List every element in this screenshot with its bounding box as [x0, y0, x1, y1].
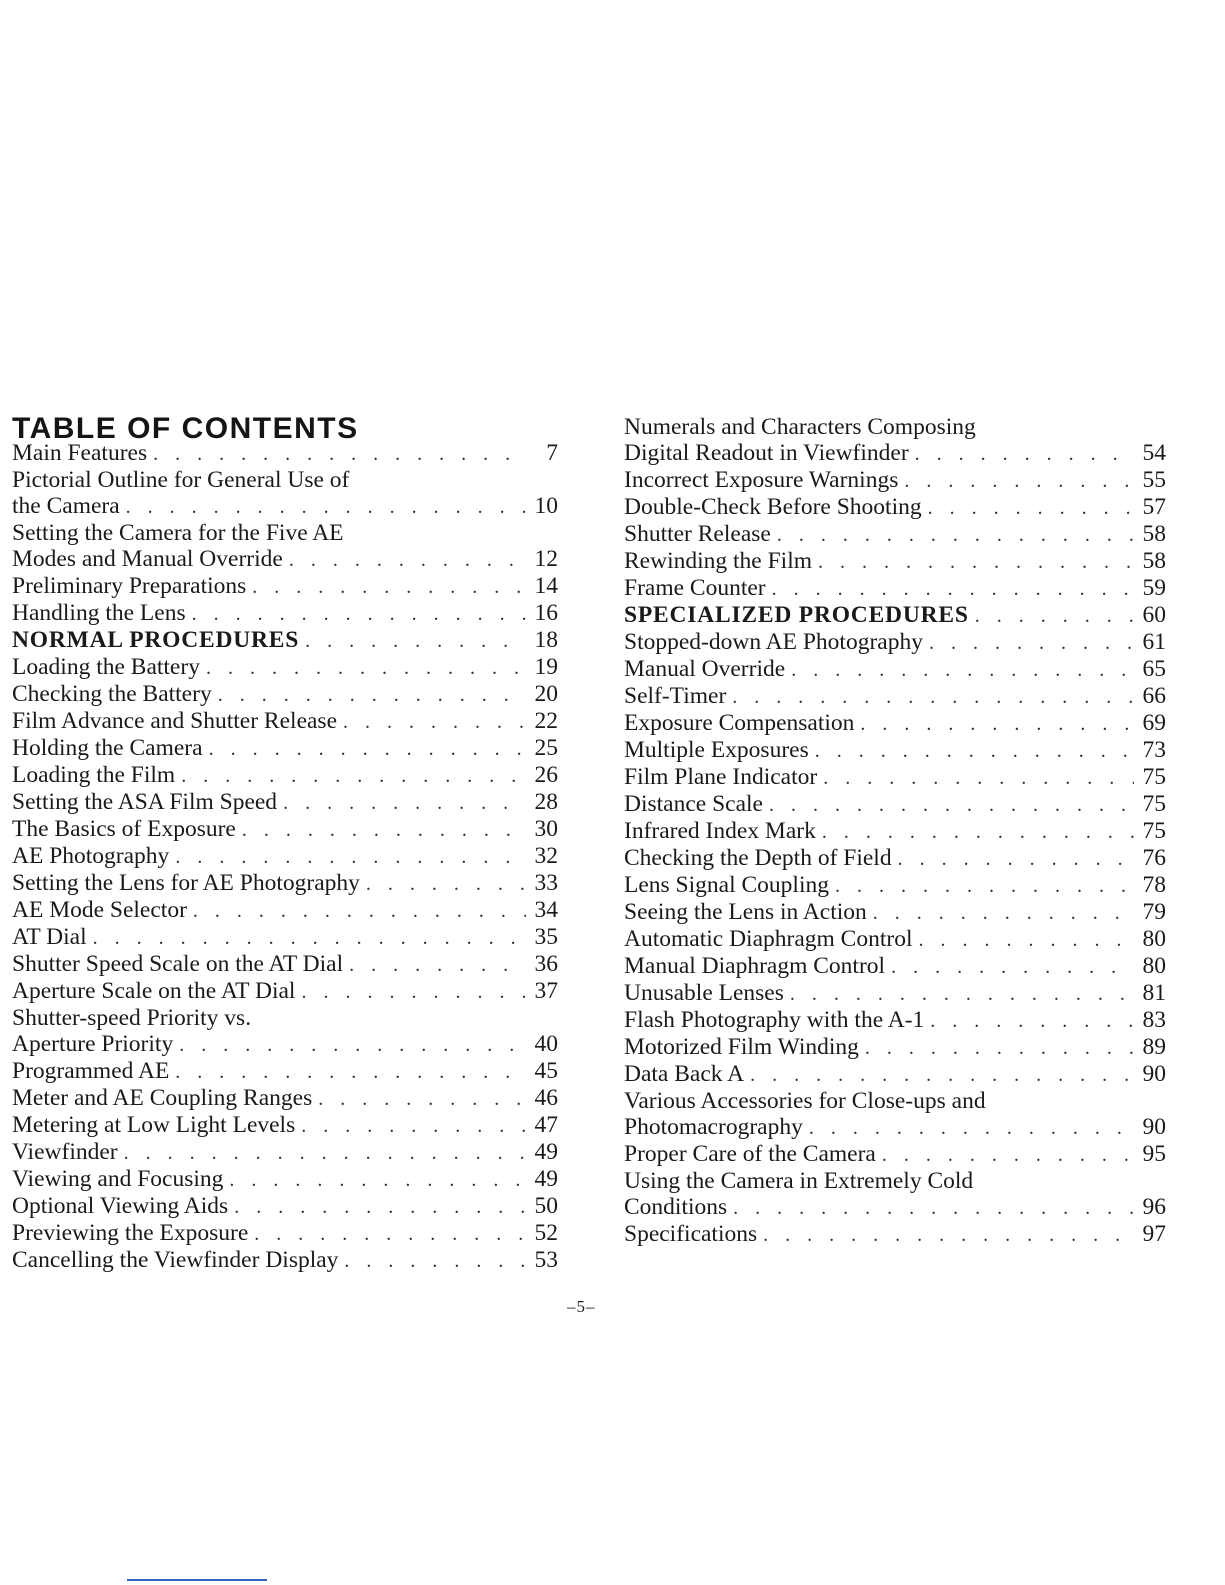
toc-entry-page: 61: [1142, 629, 1166, 655]
toc-entry-page: 54: [1142, 440, 1166, 466]
toc-entry[interactable]: [12, 654, 558, 681]
toc-dot-leader: [809, 1115, 1134, 1141]
toc-entry-page: 58: [1142, 548, 1166, 574]
toc-entry[interactable]: [624, 575, 1166, 602]
toc-entry-page: 59: [1142, 575, 1166, 601]
toc-dot-leader: [915, 441, 1134, 467]
toc-entry[interactable]: [12, 789, 558, 816]
toc-dot-leader: [192, 601, 526, 627]
toc-entry[interactable]: [624, 656, 1166, 683]
toc-entry-page: 18: [534, 627, 558, 653]
toc-entry-title: Flash Photography with the A-1: [624, 1007, 925, 1033]
toc-entry[interactable]: [624, 710, 1166, 737]
toc-entry-page: 97: [1142, 1221, 1166, 1247]
toc-dot-leader: [229, 1167, 526, 1193]
toc-dot-leader: [179, 1032, 526, 1058]
toc-entry-title: Various Accessories for Close-ups and: [624, 1088, 986, 1114]
toc-entry-title: Numerals and Characters Composing: [624, 414, 976, 440]
toc-entry-title: Shutter Speed Scale on the AT Dial: [12, 951, 344, 977]
toc-entry-page: 22: [534, 708, 558, 734]
toc-entry-page: 49: [534, 1139, 558, 1165]
toc-dot-leader: [283, 790, 526, 816]
toc-entry-title: Loading the Battery: [12, 654, 200, 680]
page-number: –5–: [567, 1297, 596, 1316]
toc-entry-page: 80: [1142, 926, 1166, 952]
toc-entry-page: 60: [1142, 602, 1166, 628]
toc-dot-leader: [301, 979, 526, 1005]
toc-entry-title: Distance Scale: [624, 791, 763, 817]
toc-entry[interactable]: [12, 1112, 558, 1139]
toc-entry-page: 69: [1142, 710, 1166, 736]
toc-entry-title: AT Dial: [12, 924, 87, 950]
toc-entry-title: Metering at Low Light Levels: [12, 1112, 296, 1138]
toc-entry-title: Aperture Priority: [12, 1031, 174, 1057]
toc-entry[interactable]: [12, 951, 558, 978]
toc-dot-leader: [242, 817, 526, 843]
toc-entry[interactable]: [12, 546, 558, 573]
toc-entry[interactable]: [624, 629, 1166, 656]
toc-entry-title: Photomacrography: [624, 1114, 803, 1140]
toc-entry[interactable]: [624, 845, 1166, 872]
toc-entry[interactable]: [12, 1058, 558, 1085]
toc-entry[interactable]: [624, 926, 1166, 953]
toc-entry-title: Stopped-down AE Photography: [624, 629, 923, 655]
toc-dot-leader: [882, 1142, 1134, 1168]
toc-entry[interactable]: [624, 764, 1166, 791]
toc-dot-leader: [175, 1059, 526, 1085]
toc-entry[interactable]: [12, 762, 558, 789]
toc-entry-title: Lens Signal Coupling: [624, 872, 829, 898]
toc-entry[interactable]: [624, 1141, 1166, 1168]
toc-entry-title: Film Advance and Shutter Release: [12, 708, 338, 734]
toc-entry[interactable]: [624, 818, 1166, 845]
toc-dot-leader: [750, 1062, 1134, 1088]
toc-entry-title: Viewing and Focusing: [12, 1166, 224, 1192]
toc-entry-title: Manual Override: [624, 656, 786, 682]
toc-dot-leader: [732, 684, 1134, 710]
toc-entry-title: Handling the Lens: [12, 600, 186, 626]
toc-entry-page: 25: [534, 735, 558, 761]
toc-entry-title: Cancelling the Viewfinder Display: [12, 1247, 339, 1273]
toc-entry-page: 19: [534, 654, 558, 680]
toc-entry[interactable]: [12, 1220, 558, 1247]
toc-entry[interactable]: [12, 1031, 558, 1058]
toc-entry-page: 45: [534, 1058, 558, 1084]
toc-entry-title: Preliminary Preparations: [12, 573, 247, 599]
toc-entry-page: 50: [534, 1193, 558, 1219]
toc-dot-leader: [193, 898, 526, 924]
toc-dot-leader: [860, 711, 1134, 737]
toc-entry-title: Checking the Battery: [12, 681, 212, 707]
toc-entry-title: Aperture Scale on the AT Dial: [12, 978, 296, 1004]
toc-dot-leader: [234, 1194, 526, 1220]
toc-dot-leader: [175, 844, 526, 870]
toc-entry-page: 83: [1142, 1007, 1166, 1033]
toc-entry[interactable]: [624, 1061, 1166, 1088]
toc-dot-leader: [181, 763, 526, 789]
toc-dot-leader: [318, 1086, 526, 1112]
toc-entry[interactable]: [12, 1247, 558, 1274]
toc-dot-leader: [93, 925, 526, 951]
toc-entry[interactable]: [624, 1168, 1166, 1194]
toc-entry-title: Double-Check Before Shooting: [624, 494, 922, 520]
toc-entry-title: Viewfinder: [12, 1139, 118, 1165]
toc-entry-page: 78: [1142, 872, 1166, 898]
toc-entry[interactable]: [12, 1193, 558, 1220]
toc-entry-title: Multiple Exposures: [624, 737, 809, 763]
toc-entry-title: Infrared Index Mark: [624, 818, 816, 844]
toc-entry-page: 49: [534, 1166, 558, 1192]
toc-entry[interactable]: [12, 440, 558, 467]
toc-entry-title: Film Plane Indicator: [624, 764, 818, 790]
toc-entry[interactable]: [624, 440, 1166, 467]
toc-entry[interactable]: [624, 1221, 1166, 1248]
toc-entry[interactable]: [624, 953, 1166, 980]
toc-entry[interactable]: [12, 573, 558, 600]
toc-entry-title: Motorized Film Winding: [624, 1034, 859, 1060]
toc-entry-page: 32: [534, 843, 558, 869]
toc-dot-leader: [366, 871, 526, 897]
toc-entry-title: Loading the Film: [12, 762, 176, 788]
toc-dot-leader: [209, 736, 526, 762]
toc-entry[interactable]: [12, 520, 558, 546]
toc-entry[interactable]: [12, 870, 558, 897]
toc-entry[interactable]: [624, 980, 1166, 1007]
toc-entry-page: 47: [534, 1112, 558, 1138]
toc-entry-page: 33: [534, 870, 558, 896]
toc-dot-leader: [763, 1222, 1134, 1248]
toc-entry[interactable]: [624, 683, 1166, 710]
toc-dot-leader: [822, 819, 1134, 845]
toc-dot-leader: [975, 603, 1134, 629]
toc-dot-leader: [206, 655, 526, 681]
toc-entry[interactable]: [624, 1007, 1166, 1034]
toc-dot-leader: [301, 1113, 526, 1139]
toc-entry-page: 40: [534, 1031, 558, 1057]
toc-entry-page: 75: [1142, 818, 1166, 844]
toc-entry[interactable]: [624, 1194, 1166, 1221]
toc-entry-title: Pictorial Outline for General Use of: [12, 467, 350, 493]
toc-entry[interactable]: [12, 708, 558, 735]
toc-entry-page: 58: [1142, 521, 1166, 547]
toc-dot-leader: [124, 1140, 526, 1166]
toc-entry[interactable]: [624, 1114, 1166, 1141]
toc-entry-page: 35: [534, 924, 558, 950]
toc-entry-title: Shutter Release: [624, 521, 771, 547]
toc-entry-page: 34: [534, 897, 558, 923]
toc-entry[interactable]: [12, 1166, 558, 1193]
toc-entry-title: the Camera: [12, 493, 120, 519]
toc-entry[interactable]: [12, 816, 558, 843]
toc-dot-leader: [835, 873, 1134, 899]
toc-entry-page: 46: [534, 1085, 558, 1111]
toc-entry-title: Unusable Lenses: [624, 980, 784, 1006]
toc-entry-title: Rewinding the Film: [624, 548, 812, 574]
toc-entry[interactable]: [624, 899, 1166, 926]
toc-entry-page: 28: [534, 789, 558, 815]
toc-dot-leader: [823, 765, 1134, 791]
toc-right-column: [624, 414, 1166, 1248]
toc-entry[interactable]: [624, 1088, 1166, 1114]
toc-dot-leader: [930, 1008, 1134, 1034]
toc-dot-leader: [349, 952, 526, 978]
toc-entry-title: Data Back A: [624, 1061, 745, 1087]
toc-entry[interactable]: [12, 735, 558, 762]
toc-dot-leader: [769, 792, 1134, 818]
toc-entry[interactable]: [12, 843, 558, 870]
toc-entry[interactable]: [12, 600, 558, 627]
toc-dot-leader: [815, 738, 1134, 764]
toc-entry-title: Incorrect Exposure Warnings: [624, 467, 899, 493]
toc-entry-title: NORMAL PROCEDURES: [12, 627, 300, 653]
toc-dot-leader: [777, 522, 1134, 548]
toc-entry-page: 65: [1142, 656, 1166, 682]
toc-entry-title: Manual Diaphragm Control: [624, 953, 886, 979]
toc-entry-title: AE Mode Selector: [12, 897, 187, 923]
toc-entry[interactable]: [12, 1139, 558, 1166]
toc-entry[interactable]: [624, 1034, 1166, 1061]
toc-entry-page: 7: [546, 440, 558, 466]
toc-entry-page: 76: [1142, 845, 1166, 871]
toc-dot-leader: [252, 574, 526, 600]
toc-entry-title: Proper Care of the Camera: [624, 1141, 876, 1167]
toc-entry-page: 66: [1142, 683, 1166, 709]
toc-section-heading[interactable]: [12, 627, 558, 654]
toc-dot-leader: [818, 549, 1134, 575]
toc-dot-leader: [891, 954, 1134, 980]
toc-section-heading[interactable]: [624, 602, 1166, 629]
toc-entry-page: 53: [534, 1247, 558, 1273]
toc-entry-page: 79: [1142, 899, 1166, 925]
toc-entry-page: 80: [1142, 953, 1166, 979]
toc-entry-title: The Basics of Exposure: [12, 816, 236, 842]
toc-entry-page: 12: [534, 546, 558, 572]
toc-dot-leader: [733, 1195, 1134, 1221]
toc-entry[interactable]: [624, 467, 1166, 494]
toc-entry[interactable]: [624, 494, 1166, 521]
toc-entry[interactable]: [12, 1085, 558, 1112]
toc-entry[interactable]: [624, 521, 1166, 548]
toc-entry-page: 37: [534, 978, 558, 1004]
toc-dot-leader: [929, 630, 1134, 656]
toc-dot-leader: [218, 682, 526, 708]
toc-dot-leader: [343, 709, 526, 735]
toc-entry-title: Digital Readout in Viewfinder: [624, 440, 909, 466]
toc-entry-page: 75: [1142, 791, 1166, 817]
toc-entry-title: Automatic Diaphragm Control: [624, 926, 913, 952]
toc-entry-title: Modes and Manual Override: [12, 546, 283, 572]
toc-entry-title: Conditions: [624, 1194, 728, 1220]
toc-entry-page: 20: [534, 681, 558, 707]
toc-entry-page: 81: [1142, 980, 1166, 1006]
toc-entry-title: Specifications: [624, 1221, 758, 1247]
toc-entry-title: Meter and AE Coupling Ranges: [12, 1085, 313, 1111]
toc-entry[interactable]: [12, 681, 558, 708]
toc-entry[interactable]: [624, 414, 1166, 440]
toc-entry-page: 26: [534, 762, 558, 788]
toc-entry-page: 36: [534, 951, 558, 977]
toc-entry-title: Setting the Lens for AE Photography: [12, 870, 360, 896]
toc-entry[interactable]: [12, 924, 558, 951]
toc-entry[interactable]: [624, 872, 1166, 899]
toc-entry-title: Previewing the Exposure: [12, 1220, 249, 1246]
toc-entry-title: Setting the Camera for the Five AE: [12, 520, 344, 546]
toc-dot-leader: [772, 576, 1134, 602]
toc-dot-leader: [865, 1035, 1134, 1061]
toc-entry-title: Optional Viewing Aids: [12, 1193, 229, 1219]
toc-entry-page: 73: [1142, 737, 1166, 763]
toc-entry-title: AE Photography: [12, 843, 170, 869]
toc-dot-leader: [126, 494, 526, 520]
toc-dot-leader: [791, 657, 1134, 683]
toc-entry-title: Seeing the Lens in Action: [624, 899, 867, 925]
toc-entry-page: 57: [1142, 494, 1166, 520]
toc-dot-leader: [898, 846, 1134, 872]
toc-dot-leader: [904, 468, 1134, 494]
toc-entry-page: 52: [534, 1220, 558, 1246]
page-title: TABLE OF CONTENTS: [12, 412, 359, 445]
toc-entry-page: 95: [1142, 1141, 1166, 1167]
toc-entry-title: Main Features: [12, 440, 148, 466]
toc-entry[interactable]: [12, 493, 558, 520]
toc-entry-title: Checking the Depth of Field: [624, 845, 892, 871]
toc-dot-leader: [344, 1248, 526, 1274]
toc-entry-title: Using the Camera in Extremely Cold: [624, 1168, 974, 1194]
toc-entry-page: 89: [1142, 1034, 1166, 1060]
toc-entry-page: 90: [1142, 1061, 1166, 1087]
toc-entry-title: Holding the Camera: [12, 735, 203, 761]
toc-entry[interactable]: [624, 791, 1166, 818]
toc-entry-title: Self-Timer: [624, 683, 727, 709]
toc-entry[interactable]: [624, 548, 1166, 575]
toc-dot-leader: [305, 628, 526, 654]
toc-entry[interactable]: [624, 737, 1166, 764]
toc-dot-leader: [254, 1221, 526, 1247]
toc-entry-title: Programmed AE: [12, 1058, 170, 1084]
toc-entry-page: 30: [534, 816, 558, 842]
toc-entry-title: Frame Counter: [624, 575, 766, 601]
toc-dot-leader: [790, 981, 1134, 1007]
toc-entry-page: 96: [1142, 1194, 1166, 1220]
toc-entry-title: Setting the ASA Film Speed: [12, 789, 278, 815]
toc-dot-leader: [153, 441, 526, 467]
toc-dot-leader: [928, 495, 1134, 521]
toc-dot-leader: [873, 900, 1134, 926]
toc-entry[interactable]: [12, 978, 558, 1005]
toc-entry-page: 16: [534, 600, 558, 626]
toc-entry-page: 55: [1142, 467, 1166, 493]
toc-entry-page: 10: [534, 493, 558, 519]
toc-entry-title: SPECIALIZED PROCEDURES: [624, 602, 969, 628]
toc-entry[interactable]: [12, 897, 558, 924]
toc-entry[interactable]: [12, 1005, 558, 1031]
toc-entry[interactable]: [12, 467, 558, 493]
toc-entry-page: 90: [1142, 1114, 1166, 1140]
toc-entry-page: 75: [1142, 764, 1166, 790]
footer-link-underline[interactable]: [127, 1579, 267, 1581]
toc-dot-leader: [289, 547, 526, 573]
toc-dot-leader: [918, 927, 1134, 953]
toc-entry-page: 14: [534, 573, 558, 599]
toc-entry-title: Shutter-speed Priority vs.: [12, 1005, 252, 1031]
toc-left-column: [12, 440, 558, 1274]
toc-entry-title: Exposure Compensation: [624, 710, 855, 736]
